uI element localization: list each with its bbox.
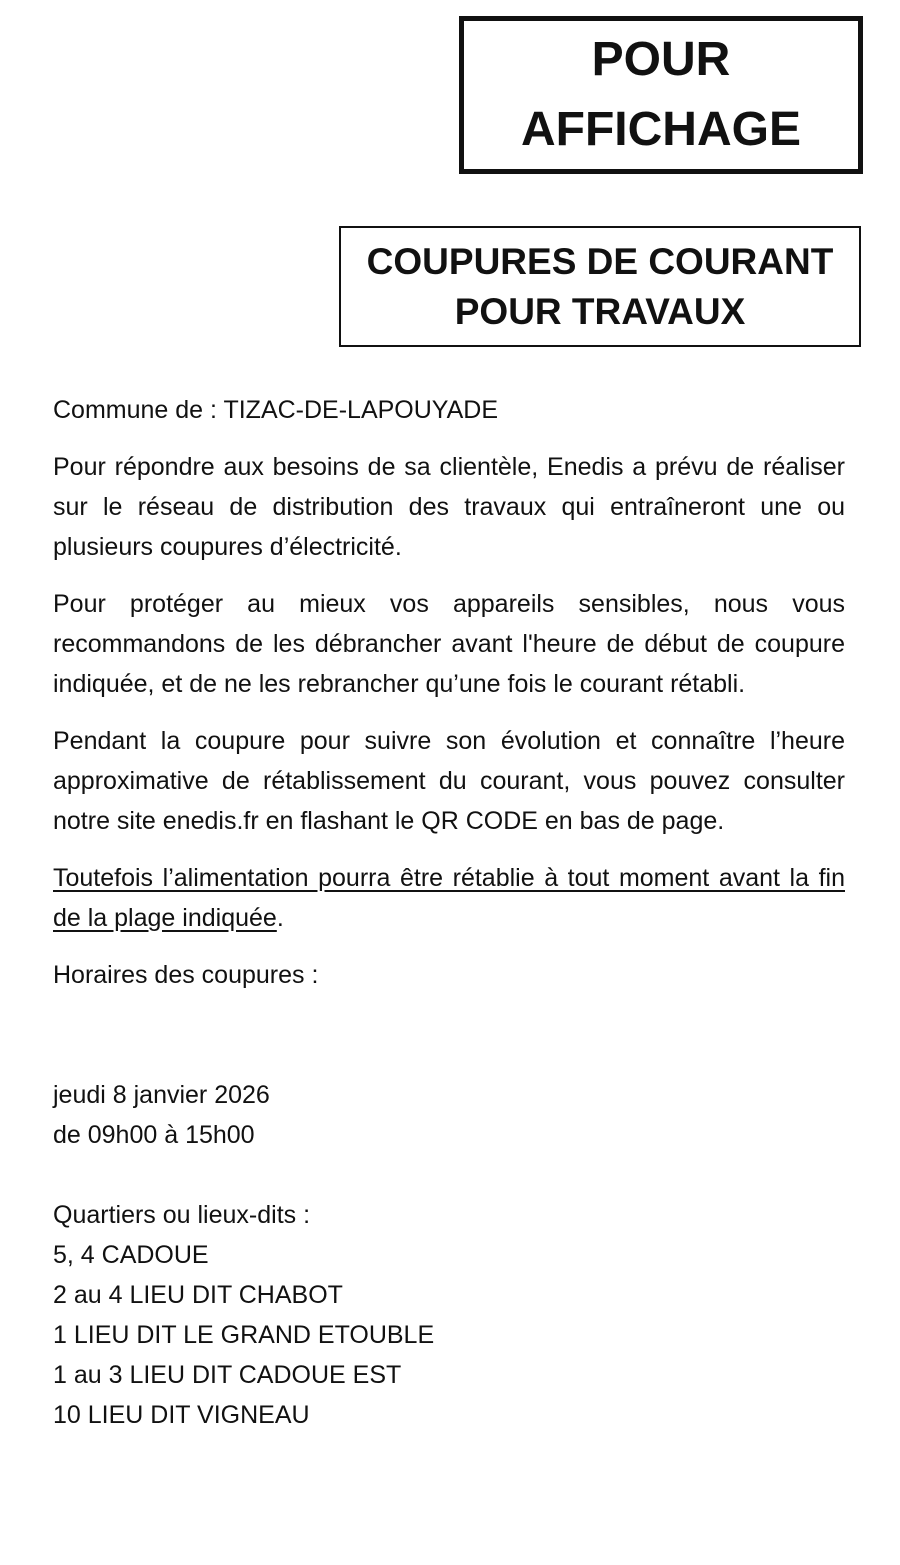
notice-title-line-1: COUPURES DE COURANT: [366, 240, 834, 282]
pour-affichage-line-1: POUR: [591, 33, 731, 86]
quartier-item: 10 LIEU DIT VIGNEAU: [53, 1401, 310, 1429]
quartier-item: 5, 4 CADOUE: [53, 1241, 209, 1269]
quartier-item: 1 au 3 LIEU DIT CADOUE EST: [53, 1361, 402, 1389]
coupure-plage: de 09h00 à 15h00: [53, 1121, 255, 1149]
notice-title-line-2: POUR TRAVAUX: [454, 290, 746, 332]
coupure-date: jeudi 8 janvier 2026: [53, 1081, 270, 1109]
pour-affichage-line-2: AFFICHAGE: [521, 103, 801, 156]
notice-title-box: [339, 226, 861, 347]
protection-paragraph: Pour protéger au mieux vos appareils sensibles, nous vous recommandons de les débrancher avant l'heure de début de coupure indiquée, et de ne les rebrancher qu’une fois le courant rétabli.: [53, 590, 845, 698]
quartiers-label: Quartiers ou lieux-dits :: [53, 1201, 311, 1229]
suivi-paragraph: Pendant la coupure pour suivre son évolution et connaître l’heure approximative de rétablissement du courant, vous pouvez consulter notre site enedis.fr en flashant le QR CODE en bas de page.: [53, 727, 845, 835]
commune-line: Commune de : TIZAC-DE-LAPOUYADE: [53, 396, 499, 424]
horaires-label: Horaires des coupures :: [53, 961, 319, 989]
intro-paragraph: Pour répondre aux besoins de sa clientèle, Enedis a prévu de réaliser sur le réseau de distribution des travaux qui entraîneront une ou plusieurs coupures d’électricité.: [53, 453, 845, 561]
avertissement-period: .: [276, 904, 284, 932]
avertissement-paragraph: [53, 858, 845, 938]
notice-body: [53, 390, 845, 1435]
quartier-item: 2 au 4 LIEU DIT CHABOT: [53, 1281, 343, 1309]
quartier-item: 1 LIEU DIT LE GRAND ETOUBLE: [53, 1321, 435, 1349]
avertissement-underlined-text: Toutefois l’alimentation pourra être rétablie à tout moment avant la fin de la plage indiquée: [53, 864, 845, 932]
pour-affichage-box: [459, 16, 863, 174]
